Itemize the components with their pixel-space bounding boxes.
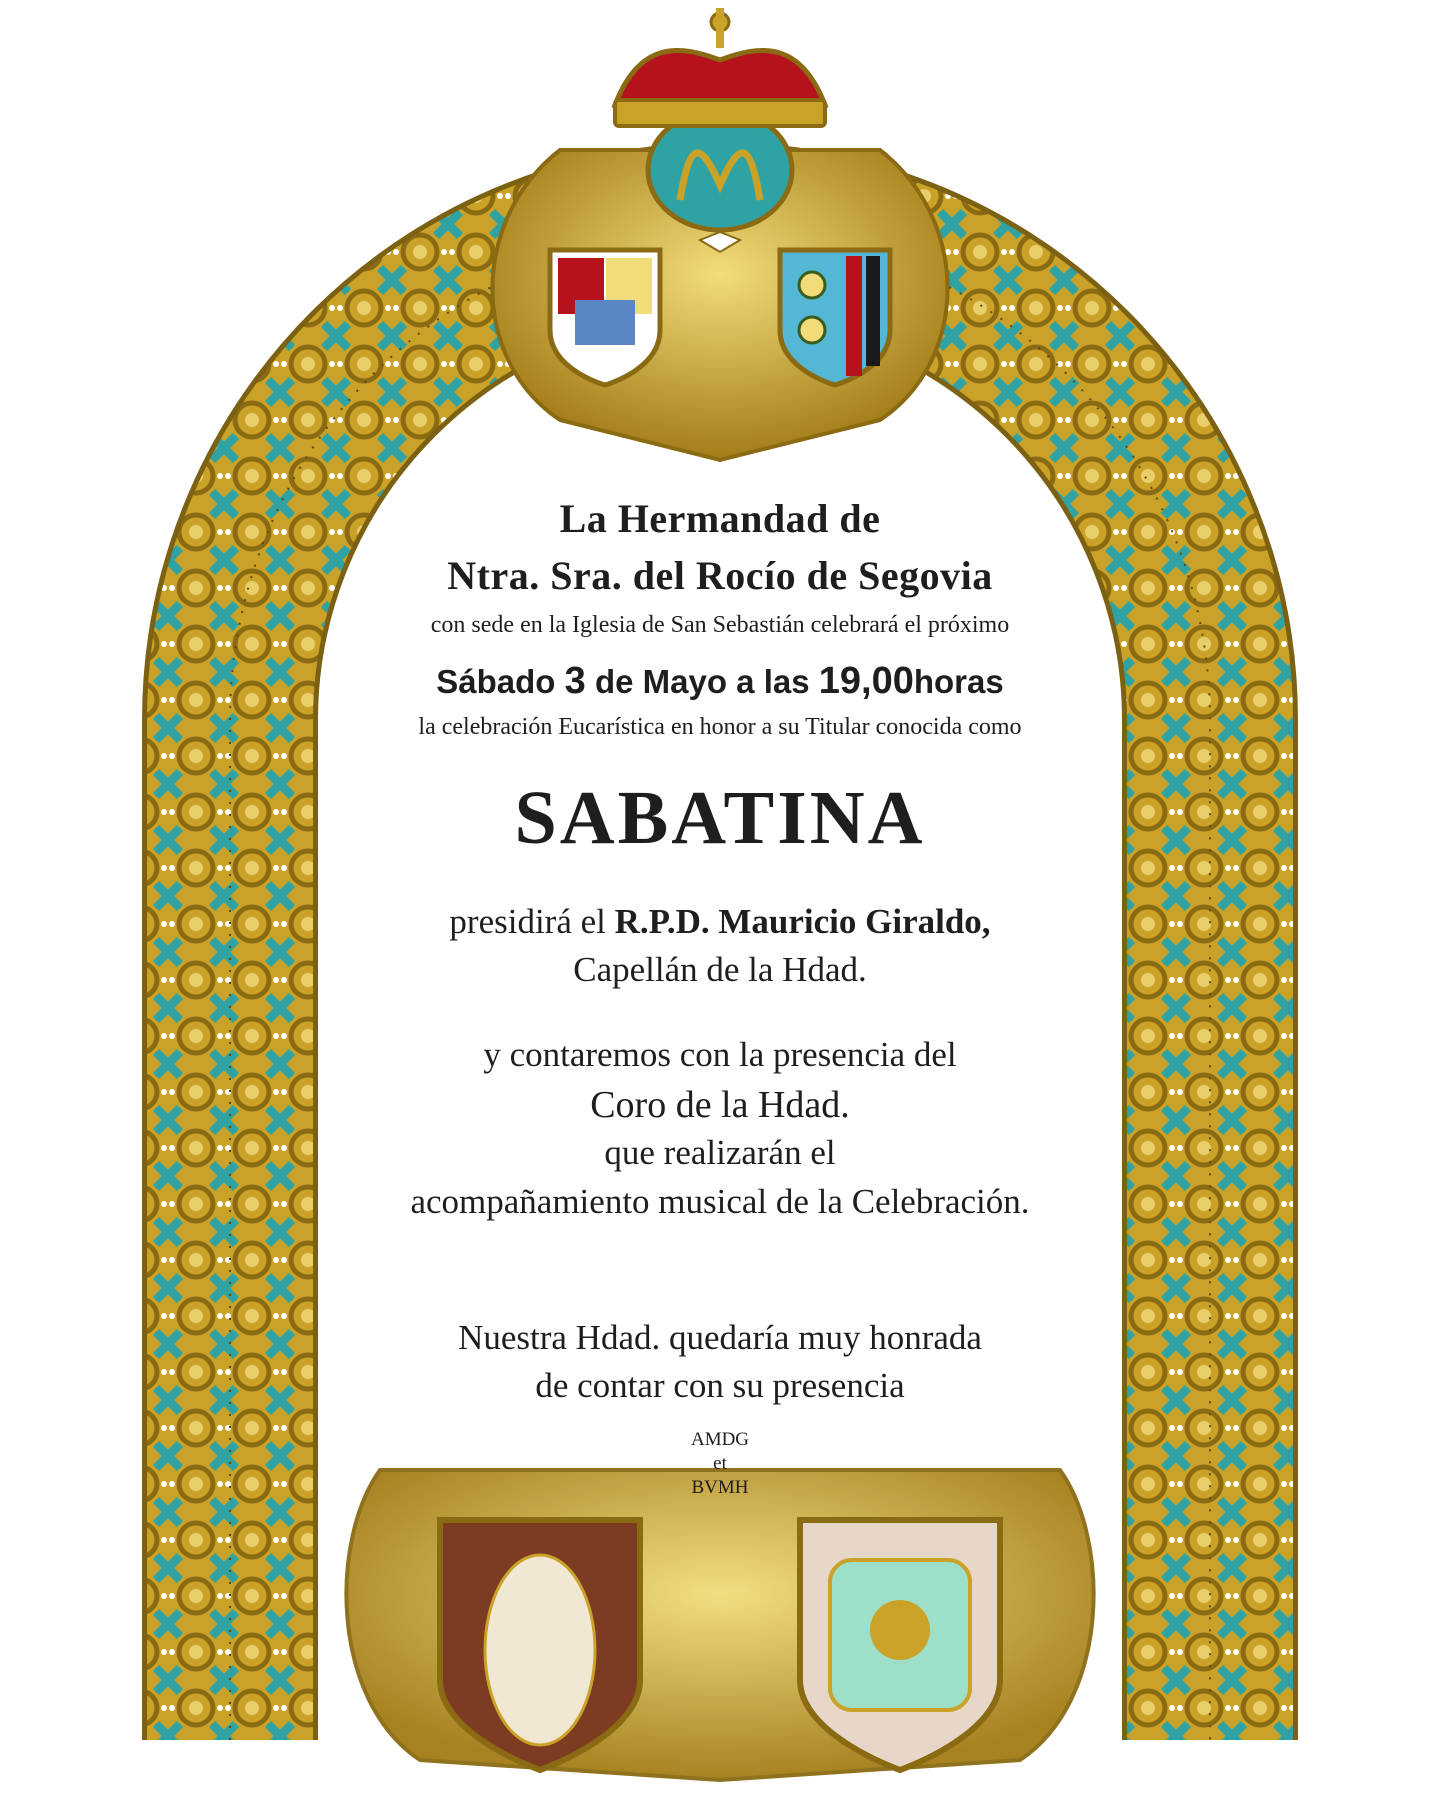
date-day-name: Sábado <box>436 663 556 700</box>
top-crest <box>493 8 948 460</box>
choir-line-1: y contaremos con la presencia del <box>483 1035 957 1074</box>
date-time: 19,00 <box>818 660 914 702</box>
choir-line-3: que realizarán el <box>604 1133 836 1172</box>
presider-line <box>0 902 1440 942</box>
event-date-line <box>0 660 1440 703</box>
heading-line-2: Ntra. Sra. del Rocío de Segovia <box>447 553 993 598</box>
seat-line: con sede en la Iglesia de San Sebastián celebrará el próximo <box>430 612 1010 638</box>
closing-line-2: de contar con su presencia <box>535 1366 905 1405</box>
choir-line-2: Coro de la Hdad. <box>590 1084 850 1126</box>
celebration-line: la celebración Eucarística en honor a su Titular conocida como <box>418 714 1022 740</box>
event-title: SABATINA <box>514 776 926 860</box>
presider-role: Capellán de la Hdad. <box>573 950 867 989</box>
date-month: Mayo <box>642 663 727 700</box>
bottom-crests <box>346 1470 1093 1780</box>
heading-line-1: La Hermandad de <box>559 496 881 541</box>
motto-line-1: AMDG <box>690 1429 750 1450</box>
date-day-number: 3 <box>564 660 586 702</box>
presider-prefix: presidirá el <box>449 902 606 941</box>
date-time-prefix: a las <box>736 663 810 700</box>
closing-line-1: Nuestra Hdad. quedaría muy honrada <box>458 1318 982 1357</box>
motto-line-3: BVMH <box>691 1477 749 1498</box>
choir-line-4: acompañamiento musical de la Celebración. <box>410 1182 1030 1221</box>
motto-line-2: et <box>713 1453 727 1474</box>
date-time-suffix: horas <box>913 663 1004 700</box>
date-connector: de <box>594 663 634 700</box>
presider-name: R.P.D. Mauricio Giraldo, <box>614 902 991 941</box>
